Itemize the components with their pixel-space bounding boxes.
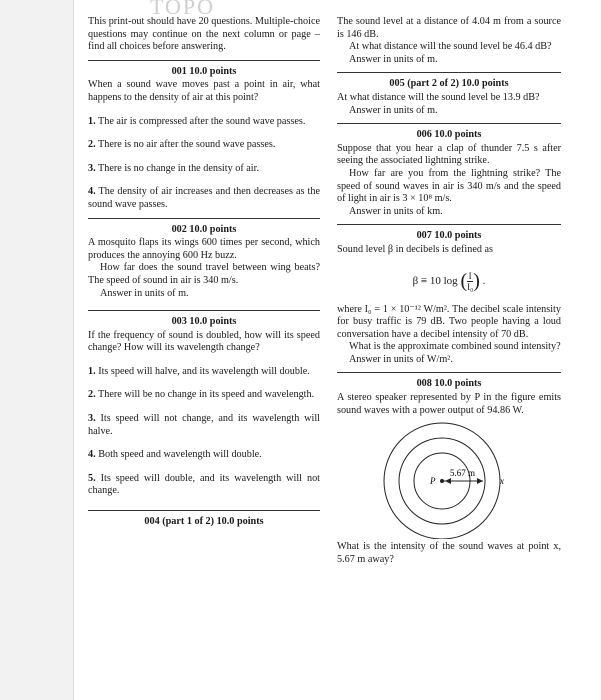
question-005-header: 005 (part 2 of 2) 10.0 points: [389, 78, 509, 90]
speaker-figure: [337, 421, 561, 539]
choice[interactable]: 3. Its speed will not change, and its wavelength will halve.: [88, 413, 320, 437]
question-002-answer-units: Answer in units of m.: [100, 287, 189, 299]
question-005-prompt: At what distance will the sound level be 13.9 dB?: [337, 91, 540, 103]
page-edge: [73, 0, 74, 700]
divider: [337, 224, 561, 225]
choice[interactable]: 5. Its speed will double, and its wavelength will not change.: [88, 472, 320, 497]
question-001-choices: [88, 116, 320, 212]
arrow-tail: [445, 478, 451, 484]
question-003-prompt: If the frequency of sound is doubled, how will its speed change? How will its wavelength change?: [88, 329, 320, 354]
question-003-choices: [88, 366, 320, 498]
question-002-prompt: A mosquito flaps its wings 600 times per second, which produces the annoying 600 Hz buzz.: [88, 237, 320, 261]
question-007-body: where I₀ = 1 × 10⁻¹² W/m². The decibel scale intensity for busy traffic is 79 dB. Two people having a loud conversation have a decibel intensity of 70 dB.: [337, 303, 561, 340]
question-001-header: 001 10.0 points: [171, 65, 237, 77]
question-007-prompt: Sound level β in decibels is defined as: [337, 243, 493, 255]
choice[interactable]: 2. There will be no change in its speed and wavelength.: [88, 389, 315, 401]
right-column: [337, 16, 561, 566]
question-005-answer-units: Answer in units of m.: [349, 104, 438, 116]
label-distance: 5.67 m: [450, 468, 476, 479]
formula-numerator: I: [468, 270, 472, 281]
question-004-answer-units: Answer in units of m.: [349, 53, 438, 65]
left-margin: [0, 0, 74, 700]
paren-close: ): [473, 269, 480, 292]
question-006-prompt: Suppose that you hear a clap of thunder 7.5 s after seeing the associated lightning strike.: [337, 142, 561, 167]
decibel-formula: β ≡ 10 log ( $\frac{I}{\text{I₀}}$ ) .: [412, 269, 486, 292]
left-column: [88, 16, 320, 530]
header-watermark: TOPO: [150, 0, 216, 19]
divider: [337, 372, 561, 373]
question-004-prompt-2: At what distance will the sound level be 46.4 dB?: [349, 41, 552, 53]
question-002-prompt-2: How far does the sound travel between wing beats? The speed of sound in air is 340 m/s.: [88, 262, 320, 286]
question-004-prompt: The sound level at a distance of 4.04 m from a source is 146 dB.: [337, 16, 561, 40]
question-007-body-2: What is the approximate combined sound intensity?: [349, 341, 561, 353]
question-003-header: 003 10.0 points: [171, 316, 237, 328]
question-004-header: 004 (part 1 of 2) 10.0 points: [144, 516, 264, 528]
divider: [88, 510, 320, 511]
question-006-answer-units: Answer in units of km.: [349, 205, 443, 217]
divider: [337, 123, 561, 124]
question-001-prompt: When a sound wave moves past a point in air, what happens to the density of air at this point?: [88, 79, 320, 103]
intro-text: This print-out should have 20 questions. Multiple-choice questions may continue on the next column or page – find all choices before answering.: [88, 16, 320, 53]
choice[interactable]: 4. The density of air increases and then decreases as the sound wave passes.: [88, 186, 320, 210]
choice[interactable]: 1. The air is compressed after the sound wave passes.: [88, 115, 306, 127]
choice[interactable]: 3. There is no change in the density of air.: [88, 162, 259, 174]
concentric-circles-diagram: [337, 421, 561, 539]
choice[interactable]: 1. Its speed will halve, and its wavelength will double.: [88, 365, 310, 377]
question-008-header: 008 10.0 points: [416, 378, 482, 390]
question-008-question: What is the intensity of the sound waves at point x, 5.67 m away?: [337, 541, 561, 565]
question-007-header: 007 10.0 points: [416, 230, 482, 242]
question-007-answer-units: Answer in units of W/m².: [349, 353, 453, 365]
formula-lhs: β ≡ 10 log: [412, 274, 458, 287]
label-p: P: [430, 476, 436, 487]
label-x: x: [500, 476, 504, 487]
formula-denominator: I₀: [467, 281, 474, 292]
question-006-header: 006 10.0 points: [416, 129, 482, 141]
divider: [88, 218, 320, 219]
question-008-prompt: A stereo speaker represented by P in the figure emits sound waves with a power output of 94.86 W.: [337, 392, 561, 416]
choice[interactable]: 2. There is no air after the sound wave passes.: [88, 139, 276, 151]
arrow-head: [477, 478, 483, 484]
speaker-point: [440, 479, 444, 483]
paren-open: (: [460, 269, 468, 292]
choice[interactable]: 4. Both speed and wavelength will double.: [88, 449, 262, 461]
question-006-prompt-2: How far are you from the lightning strike? The speed of sound waves in air is 340 m/s and the speed of light in air is 3 × 10⁸ m/s.: [337, 167, 561, 205]
question-002-header: 002 10.0 points: [171, 223, 237, 235]
divider: [88, 60, 320, 61]
divider: [337, 72, 561, 73]
divider: [88, 310, 320, 311]
